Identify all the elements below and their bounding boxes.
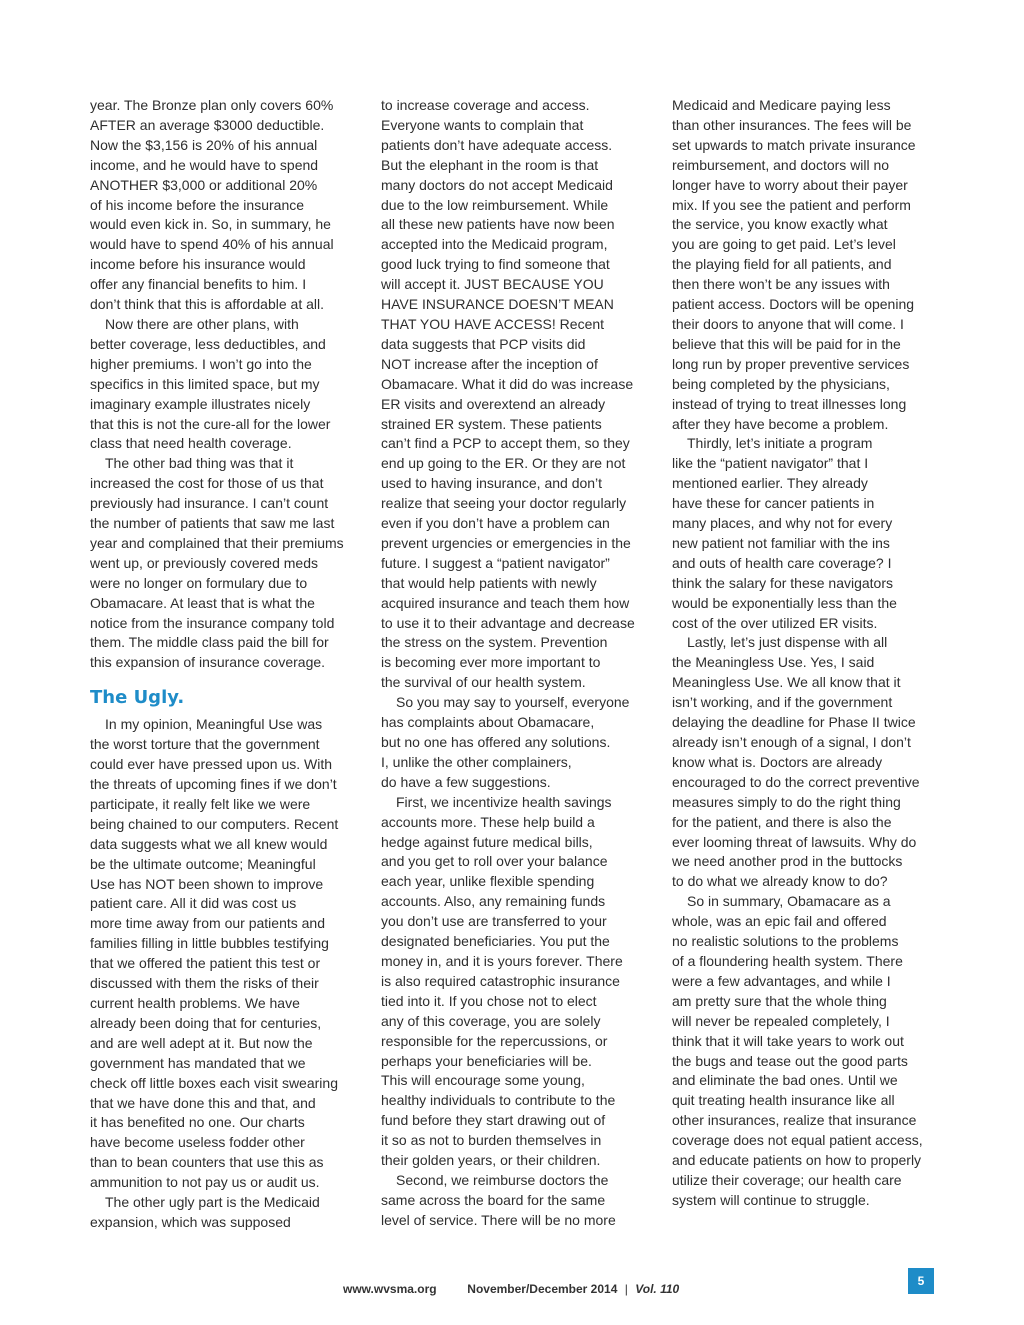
text-line: acquired insurance and teach them how [381,594,630,611]
text-line: discussed with them the risks of their [90,975,319,992]
text-line: designated beneficiaries. You put the [381,933,610,950]
text-line: even if you don’t have a problem can [381,515,610,532]
page-footer [343,1282,679,1296]
text-line: to use it to their advantage and decrease [381,614,635,631]
text-line: whole, was an epic fail and offered [672,913,887,930]
text-line: Meaningless Use. We all know that it [672,674,901,691]
text-line: many places, and why not for every [672,515,893,532]
text-line: due to the low reimbursement. While [381,196,609,213]
text-line: of his income before the insurance [90,196,305,213]
text-line: but no one has offered any solutions. [381,734,611,750]
text-line: But the elephant in the room is that [381,156,599,173]
text-line: patient access. Doctors will be opening [672,296,915,313]
text-line: the survival of our health system. [381,674,586,691]
text-line: ammunition to not pay us or audit us. [90,1174,320,1191]
text-line: check off little boxes each visit swearing [90,1074,338,1091]
text-line: for the patient, and there is also the [672,813,892,830]
text-line: NOT increase after the inception of [381,355,598,372]
text-line: Obamacare. What it did do was increase [381,375,634,392]
text-line: Obamacare. At least that is what the [90,594,315,611]
text-line: to increase coverage and access. [381,97,590,113]
text-line: more time away from our patients and [90,915,325,932]
text-line: you don’t use are transferred to your [381,913,607,930]
article-column-3 [672,96,934,1211]
text-line: has complaints about Obamacare, [381,714,595,731]
text-line: would have to spend 40% of his annual [90,236,334,253]
text-line: can’t find a PCP to accept them, so they [381,435,630,452]
text-line: quit treating health insurance like all [672,1092,895,1109]
text-line: to do what we already know to do? [672,873,888,890]
text-line: new patient not familiar with the ins [672,534,890,551]
text-line: were no longer on formulary due to [90,574,308,591]
text-line: Use has NOT been shown to improve [90,875,324,892]
text-line: level of service. There will be no more [381,1211,616,1228]
text-line: then there won’t be any issues with [672,276,890,293]
text-line: Second, we reimburse doctors the [396,1171,609,1188]
text-line: Thirdly, let’s initiate a program [687,435,873,452]
text-line: will never be repealed completely, I [672,1012,890,1029]
section-heading-the-ugly: The Ugly. [90,687,185,709]
text-line: many doctors do not accept Medicaid [381,176,613,193]
text-line: being completed by the physicians, [672,375,890,392]
text-line: we need another prod in the buttocks [672,853,903,870]
text-line: Lastly, let’s just dispense with all [687,634,888,651]
text-line: participate, it really felt like we were [90,795,311,812]
text-line: In my opinion, Meaningful Use was [105,716,323,733]
text-line: So in summary, Obamacare as a [687,893,891,910]
text-line: like the “patient navigator” that I [672,455,869,472]
text-line: the Meaningless Use. Yes, I said [672,654,875,671]
text-line: were a few advantages, and while I [672,972,891,989]
text-line: the playing field for all patients, and [672,256,892,273]
text-line: Now the $3,156 is 20% of his annual [90,136,318,153]
text-line: year and complained that their premiums [90,534,344,551]
text-line: and are well adept at it. But now the [90,1034,313,1051]
text-line: The other ugly part is the Medicaid [105,1194,320,1211]
text-line: that would help patients with newly [381,574,597,591]
text-line: the number of patients that saw me last [90,515,335,532]
text-line: is becoming ever more important to [381,654,601,671]
column-3-text [672,96,934,1211]
text-line: know what is. Doctors are already [672,753,883,770]
text-line: HAVE INSURANCE DOESN’T MEAN [381,296,614,313]
column-2-text [381,96,645,1231]
text-line: reimbursement, and doctors will no [672,156,890,173]
text-line: instead of trying to treat illnesses long [672,395,907,412]
text-line: realize that seeing your doctor regularly [381,495,627,512]
text-line: coverage does not equal patient access, [672,1132,923,1149]
text-line: you are going to get paid. Let’s level [672,236,896,253]
text-line: any of this coverage, you are solely [381,1012,601,1029]
article-column-2 [381,96,645,1231]
text-line: each year, unlike flexible spending [381,873,595,890]
text-line: than other insurances. The fees will be [672,116,912,133]
text-line: I, unlike the other complainers, [381,753,572,770]
text-line: good luck trying to find someone that [381,256,610,273]
text-line: that this is not the cure-all for the lower [90,415,331,432]
text-line: prevent urgencies or emergencies in the [381,534,631,551]
text-line: would even kick in. So, in summary, he [90,216,331,233]
text-line: that we have done this and that, and [90,1094,316,1111]
text-line: could ever have pressed upon us. With [90,756,333,773]
text-line: ANOTHER $3,000 or additional 20% [90,176,318,193]
text-line: strained ER system. These patients [381,415,602,432]
text-line: current health problems. We have [90,994,300,1011]
text-line: being chained to our computers. Recent [90,815,339,832]
text-line: the stress on the system. Prevention [381,634,608,651]
text-line: encouraged to do the correct preventive [672,773,920,790]
text-line: higher premiums. I won’t go into the [90,355,312,372]
footer-website: www.wvsma.org [343,1282,437,1296]
text-line: of a floundering health system. There [672,952,903,969]
text-line: no realistic solutions to the problems [672,933,899,950]
text-line: future. I suggest a “patient navigator” [381,554,610,571]
text-line: is also required catastrophic insurance [381,972,620,989]
text-line: hedge against future medical bills, [381,833,593,850]
text-line: other insurances, realize that insurance [672,1112,917,1129]
text-line: patient care. All it did was cost us [90,895,297,912]
text-line: accounts. Also, any remaining funds [381,893,606,910]
text-line: believe that this will be paid for in the [672,335,901,352]
text-line: and you get to roll over your balance [381,853,608,870]
text-line: am pretty sure that the whole thing [672,992,887,1009]
text-line: used to having insurance, and don’t [381,475,603,492]
footer-separator: | [624,1282,628,1296]
text-line: that we offered the patient this test or [90,955,321,972]
text-line: have these for cancer patients in [672,495,875,512]
text-line: mix. If you see the patient and perform [672,196,911,213]
text-line: the bugs and tease out the good parts [672,1052,908,1069]
text-line: better coverage, less deductibles, and [90,335,326,352]
text-line: would be exponentially less than the [672,594,897,611]
article-column-1 [90,96,358,1233]
text-line: think the salary for these navigators [672,574,894,591]
footer-issue: November/December 2014 [467,1282,618,1296]
text-line: it has benefited no one. Our charts [90,1114,305,1131]
text-line: Medicaid and Medicare paying less [672,97,891,113]
text-line: patients don’t have adequate access. [381,136,613,153]
text-line: accepted into the Medicaid program, [381,236,608,253]
text-line: think that it will take years to work out [672,1032,904,1049]
text-line: and eliminate the bad ones. Until we [672,1072,898,1089]
text-line: AFTER an average $3000 deductible. [90,116,325,133]
text-line: already been doing that for centuries, [90,1014,322,1031]
text-line: families filling in little bubbles testifying [90,935,329,952]
text-line: fund before they start drawing out of [381,1112,606,1129]
text-line: class that need health coverage. [90,435,292,452]
text-line: perhaps your beneficiaries will be. [381,1052,592,1069]
text-line: end up going to the ER. Or they are not [381,455,626,472]
text-line: will accept it. JUST BECAUSE YOU [381,276,604,293]
text-line: them. The middle class paid the bill for [90,634,329,651]
text-line: tied into it. If you chose not to elect [381,992,597,1009]
text-line: and outs of health care coverage? I [672,554,892,571]
footer-volume: Vol. 110 [635,1282,680,1296]
text-line: after they have become a problem. [672,415,889,432]
text-line: ER visits and overextend an already [381,395,606,412]
text-line: year. The Bronze plan only covers 60% [90,97,334,113]
text-line: So you may say to yourself, everyone [396,694,630,711]
text-line: accounts more. These help build a [381,813,595,830]
text-line: long run by proper preventive services [672,355,910,372]
text-line: responsible for the repercussions, or [381,1032,608,1049]
text-line: expansion, which was supposed [90,1213,291,1230]
text-line: ever looming threat of lawsuits. Why do [672,833,917,850]
text-line: First, we incentivize health savings [396,793,612,810]
text-line: all these new patients have now been [381,216,615,233]
text-line: have become useless fodder other [90,1134,305,1151]
text-line: increased the cost for those of us that [90,475,324,492]
text-line: the threats of upcoming fines if we don’t [90,776,337,792]
column-1-text-b [90,715,358,1233]
text-line: went up, or previously covered meds [90,554,318,571]
text-line: than to bean counters that use this as [90,1154,324,1171]
text-line: offer any financial benefits to him. I [90,276,307,293]
text-line: same across the board for the same [381,1191,606,1208]
text-line: already isn’t enough of a signal, I don’t [672,734,911,750]
text-line: mentioned earlier. They already [672,475,868,492]
text-line: utilize their coverage; our health care [672,1171,902,1188]
text-line: set upwards to match private insurance [672,136,916,153]
text-line: The other bad thing was that it [105,455,294,472]
text-line: healthy individuals to contribute to the [381,1092,616,1109]
text-line: system will continue to struggle. [672,1191,870,1208]
text-line: Now there are other plans, with [105,315,299,332]
text-line: be the ultimate outcome; Meaningful [90,855,316,872]
text-line: data suggests that PCP visits did [381,335,586,352]
text-line: it so as not to burden themselves in [381,1132,602,1149]
text-line: cost of the over utilized ER visits. [672,614,878,631]
text-line: their doors to anyone that will come. I [672,315,904,332]
text-line: measures simply to do the right thing [672,793,901,810]
text-line: do have a few suggestions. [381,773,551,790]
text-line: money in, and it is yours forever. There [381,952,623,969]
text-line: data suggests what we all knew would [90,835,328,852]
text-line: previously had insurance. I can’t count [90,495,329,512]
text-line: longer have to worry about their payer [672,176,908,193]
text-line: This will encourage some young, [381,1072,585,1089]
text-line: income before his insurance would [90,256,306,273]
text-line: the worst torture that the government [90,736,320,753]
text-line: imaginary example illustrates nicely [90,395,311,412]
text-line: don’t think that this is affordable at all. [90,296,324,313]
text-line: isn’t working, and if the government [672,694,893,711]
page-number-badge: 5 [908,1268,934,1294]
text-line: THAT YOU HAVE ACCESS! Recent [381,315,605,332]
text-line: specifics in this limited space, but my [90,375,320,392]
text-line: the service, you know exactly what [672,216,888,233]
text-line: Everyone wants to complain that [381,116,584,133]
text-line: and educate patients on how to properly [672,1152,922,1169]
text-line: this expansion of insurance coverage. [90,654,326,671]
text-line: notice from the insurance company told [90,614,335,631]
text-line: delaying the deadline for Phase II twice [672,714,916,731]
text-line: government has mandated that we [90,1054,306,1071]
text-line: income, and he would have to spend [90,156,319,173]
column-1-text-a [90,96,358,673]
text-line: their golden years, or their children. [381,1152,601,1169]
